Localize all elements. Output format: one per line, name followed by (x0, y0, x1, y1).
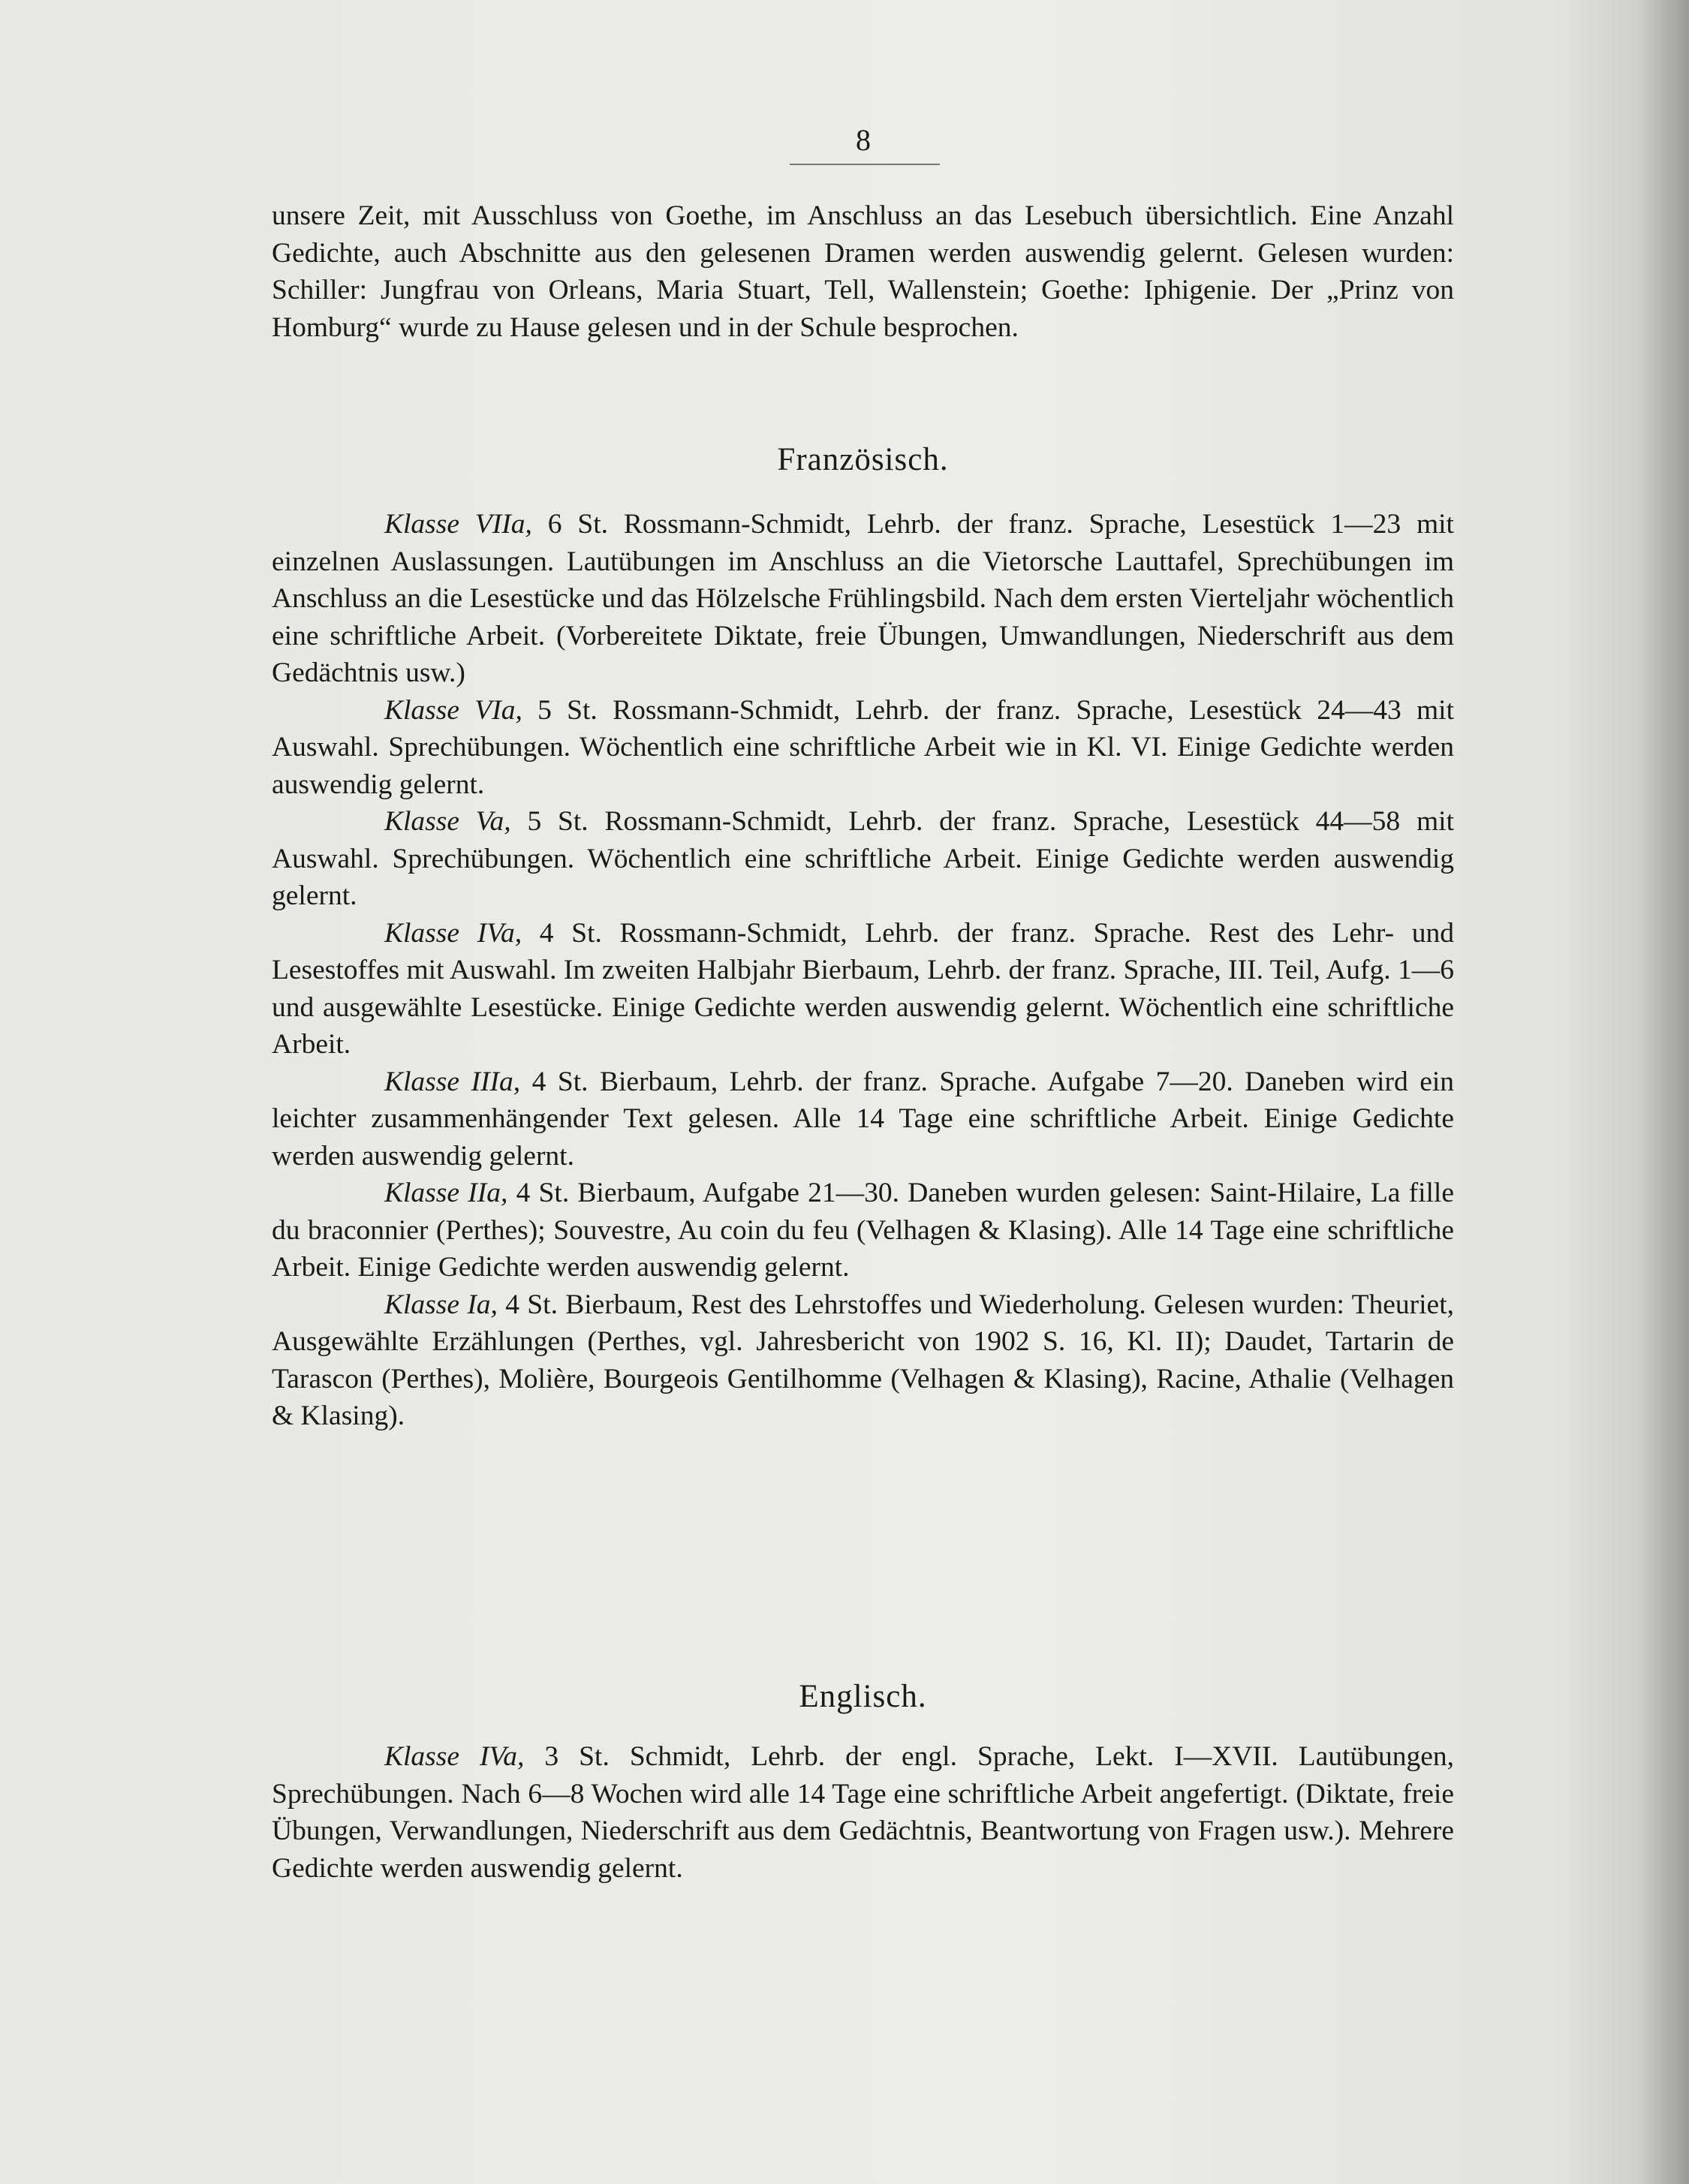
page-number-rule (790, 164, 940, 165)
entry-klasse-va (272, 803, 1454, 915)
entry-text: 4 St. Rossmann-Schmidt, Lehrb. der franz. Sprache. Rest des Lehr- und Lesestoffes mit Auswahl. Im zweiten Halbjahr Bierbaum, Lehrb. der franz. Sprache, III. Teil, Aufg. 1—6 und ausgewählte Lesestücke. Einige Gedichte werden auswendig gelernt. Wöchentlich eine schriftliche Arbeit. (272, 917, 1454, 1060)
entry-klasse-viia (272, 506, 1454, 692)
klasse-label: Klasse IVa, (384, 917, 522, 949)
entry-text: 4 St. Bierbaum, Rest des Lehrstoffes und Wiederholung. Gelesen wurden: Theuriet, Ausgewählte Erzählungen (Perthes, vgl. Jahresbericht von 1902 S. 16, Kl. II); Daudet, Tartarin de Tarascon (Perthes), Molière, Bourgeois Gentilhomme (Velhagen & Klasing), Racine, Athalie (Velhagen & Klasing). (272, 1289, 1454, 1431)
intro-paragraph-block (272, 197, 1454, 346)
franzoesisch-entries (272, 506, 1454, 1435)
entry-text: 4 St. Bierbaum, Lehrb. der franz. Sprache. Aufgabe 7—20. Daneben wird ein leichter zusammenhängender Text gelesen. Alle 14 Tage eine schriftliche Arbeit. Einige Gedichte werden auswendig gelernt. (272, 1066, 1455, 1172)
entry-klasse-iva (272, 915, 1454, 1063)
entry-text: 5 St. Rossmann-Schmidt, Lehrb. der franz. Sprache, Lesestück 24—43 mit Auswahl. Sprechübungen. Wöchentlich eine schriftliche Arbeit wie in Kl. VI. Einige Gedichte werden auswendig gelernt. (272, 694, 1454, 800)
entry-klasse-iia (272, 1175, 1454, 1286)
entry-text: 5 St. Rossmann-Schmidt, Lehrb. der franz. Sprache, Lesestück 44—58 mit Auswahl. Sprechübungen. Wöchentlich eine schriftliche Arbeit. Einige Gedichte werden auswendig gelernt. (272, 806, 1454, 911)
entry-klasse-via (272, 692, 1454, 804)
entry-klasse-ia (272, 1286, 1454, 1435)
klasse-label: Klasse IVa, (384, 1741, 525, 1772)
intro-paragraph: unsere Zeit, mit Ausschluss von Goethe, im Anschluss an das Lesebuch übersichtlich. Eine Anzahl Gedichte, auch Abschnitte aus den gelesenen Dramen werden auswendig gelernt. Gelesen wurden: Schiller: Jungfrau von Orleans, Maria Stuart, Tell, Wallenstein; Goethe: Iphigenie. Der „Prinz von Homburg“ wurde zu Hause gelesen und in der Schule besprochen. (272, 200, 1454, 343)
section-heading-franzoesisch: Französisch. (777, 442, 949, 477)
englisch-entries (272, 1738, 1454, 1887)
entry-text: 6 St. Rossmann-Schmidt, Lehrb. der franz. Sprache, Lesestück 1—23 mit einzelnen Auslassungen. Lautübungen im Anschluss an die Vietorsche Lauttafel, Sprechübungen im Anschluss an die Lesestücke und das Hölzelsche Frühlingsbild. Nach dem ersten Vierteljahr wöchentlich eine schriftliche Arbeit. (Vorbereitete Diktate, freie Übungen, Umwandlungen, Niederschrift aus dem Gedächtnis usw.) (272, 509, 1454, 688)
klasse-label: Klasse Ia, (384, 1289, 498, 1320)
klasse-label: Klasse IIa, (384, 1178, 508, 1208)
klasse-label: Klasse Va, (384, 806, 511, 837)
entry-klasse-iva-englisch (272, 1738, 1454, 1887)
page-number: 8 (856, 123, 871, 157)
section-heading-englisch: Englisch. (799, 1679, 927, 1714)
entry-text: 4 St. Bierbaum, Aufgabe 21—30. Daneben wurden gelesen: Saint-Hilaire, La fille du braconnier (Perthes); Souvestre, Au coin du feu (Velhagen & Klasing). Alle 14 Tage eine schriftliche Arbeit. Einige Gedichte werden auswendig gelernt. (272, 1178, 1454, 1283)
klasse-label: Klasse VIa, (384, 694, 522, 726)
entry-text: 3 St. Schmidt, Lehrb. der engl. Sprache, Lekt. I—XVII. Lautübungen, Sprechübungen. Nach 6—8 Wochen wird alle 14 Tage eine schriftliche Arbeit angefertigt. (Diktate, freie Übungen, Verwandlungen, Niederschrift aus dem Gedächtnis, Beantwortung von Fragen usw.). Mehrere Gedichte werden auswendig gelernt. (272, 1741, 1455, 1884)
entry-klasse-iiia (272, 1063, 1454, 1175)
klasse-label: Klasse VIIa, (384, 509, 532, 540)
klasse-label: Klasse IIIa, (384, 1066, 521, 1097)
